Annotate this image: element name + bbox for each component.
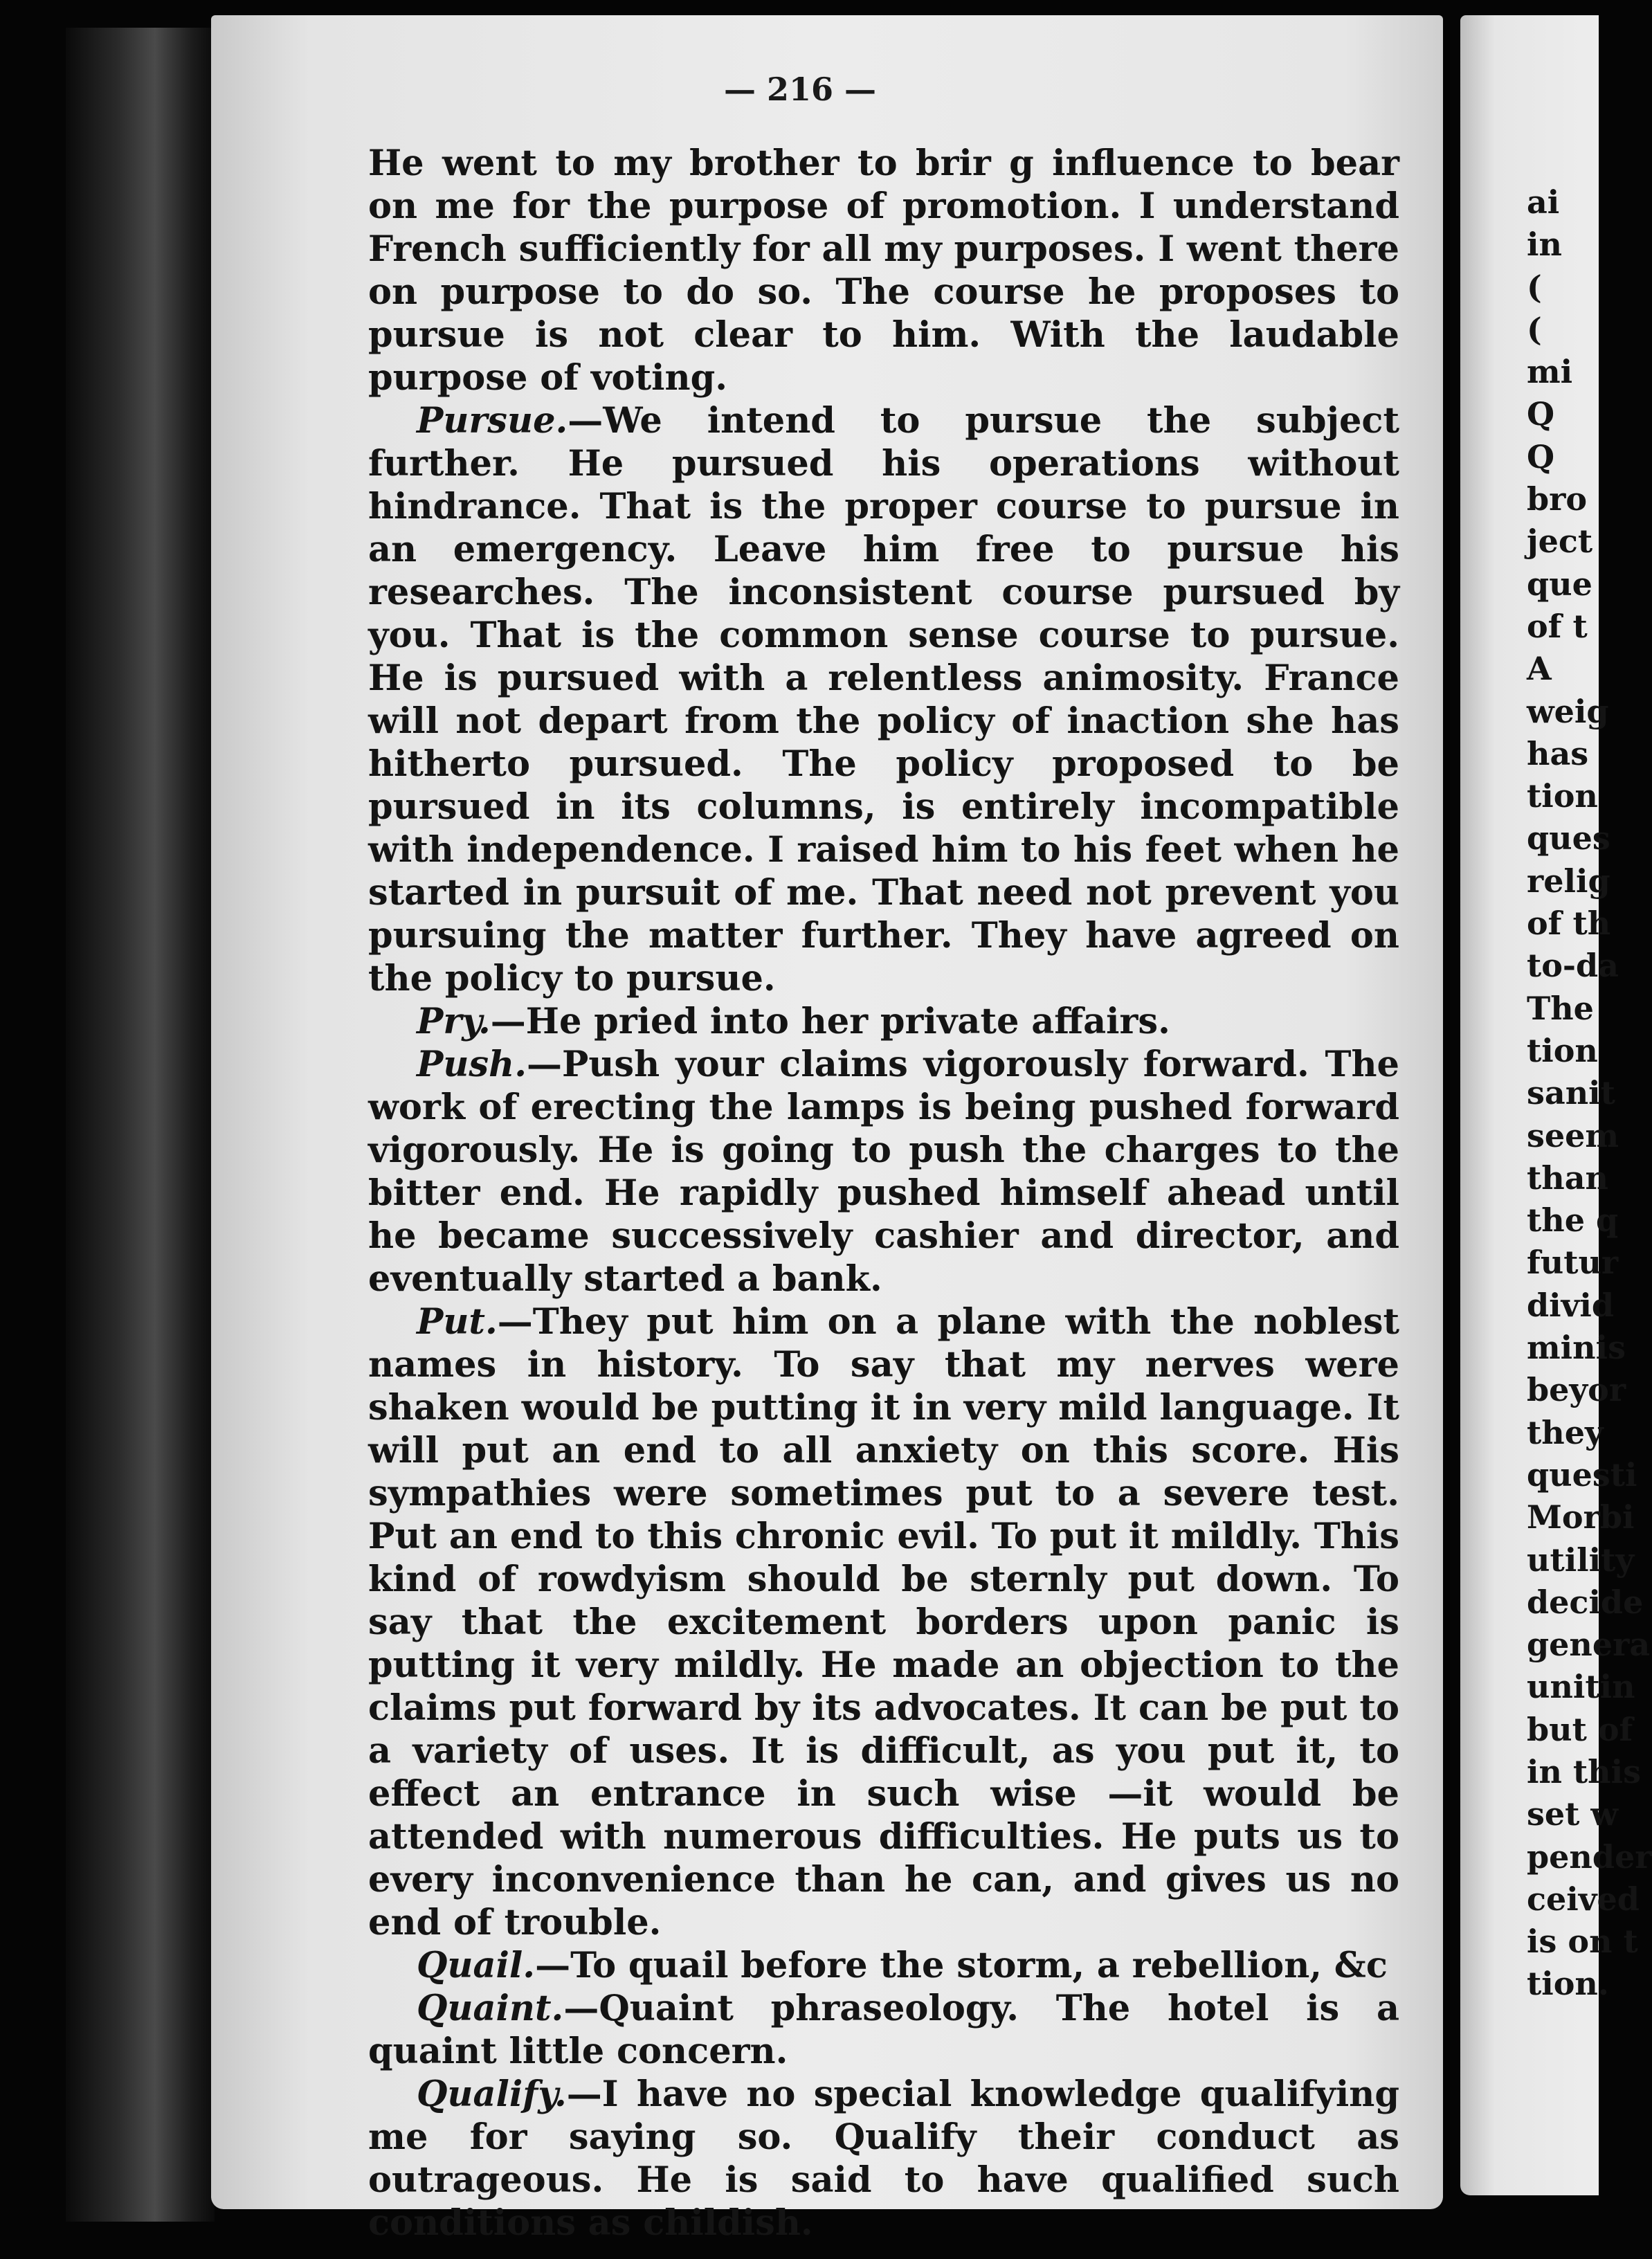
entry-put (368, 1300, 1399, 1944)
adjacent-page-line: ques (1527, 819, 1610, 858)
adjacent-page-line: ceived (1527, 1880, 1640, 1918)
headword: Put. (417, 1301, 498, 1343)
adjacent-page-line: A (1527, 650, 1552, 688)
entry-qualify (368, 2073, 1399, 2244)
entry-text: —Quaint phraseology. The hotel is a quaint little concern. (368, 1988, 1399, 2072)
adjacent-page-line: relig (1527, 862, 1610, 900)
adjacent-page-line: The (1527, 989, 1594, 1027)
headword: Quail. (417, 1945, 536, 1986)
adjacent-page-line: Q (1527, 437, 1555, 475)
adjacent-page-line: decide (1527, 1583, 1644, 1621)
page-number: — 216 — (723, 71, 877, 108)
adjacent-page-line: questi (1527, 1455, 1637, 1494)
headword: Quaint. (417, 1988, 564, 2029)
entry-text: —To quail before the storm, a rebellion, &c (535, 1945, 1388, 1986)
adjacent-page-line: of th (1527, 905, 1611, 943)
headword: Pursue. (417, 400, 568, 442)
adjacent-page-line: but of (1527, 1710, 1633, 1748)
paragraph-text: He went to my brother to brir g influence to bear on me for the purpose of promotion. I understand French sufficiently for all my purposes. I went there on purpose to do so. The course he proposes to pursue is not clear to him. With the laudable purpose of voting. (368, 143, 1399, 399)
adjacent-page-text (1527, 181, 1652, 2006)
adjacent-page-line: utility (1527, 1541, 1635, 1579)
adjacent-page-line: weig (1527, 692, 1609, 730)
adjacent-page-line: unitin (1527, 1668, 1635, 1706)
adjacent-page-line: que (1527, 565, 1592, 603)
book-spine (66, 28, 215, 2222)
adjacent-page-line: Morbi (1527, 1498, 1635, 1536)
adjacent-page-line: to-da (1527, 947, 1619, 985)
adjacent-page-line: mi (1527, 353, 1573, 391)
adjacent-page-line: has (1527, 734, 1589, 772)
headword: Qualify. (417, 2074, 567, 2115)
adjacent-page-line: tion (1527, 777, 1598, 815)
adjacent-page-line: tion (1527, 1031, 1598, 1069)
headword: Pry. (417, 1001, 491, 1042)
paragraph (368, 142, 1399, 399)
adjacent-page-line: in (1527, 226, 1562, 264)
adjacent-page-line: they (1527, 1413, 1604, 1451)
adjacent-page-line: set w (1527, 1795, 1619, 1833)
entry-push (368, 1043, 1399, 1300)
adjacent-page-line: than (1527, 1159, 1608, 1197)
adjacent-page-line: Q (1527, 395, 1555, 433)
adjacent-page-line: bro (1527, 480, 1588, 518)
page-text (368, 142, 1399, 2244)
adjacent-page-line: ject (1527, 523, 1593, 561)
adjacent-page-line: ( (1527, 310, 1542, 348)
adjacent-page-line: genera (1527, 1626, 1651, 1664)
adjacent-page-line: sanit (1527, 1074, 1615, 1112)
adjacent-page-line: seem (1527, 1116, 1619, 1154)
adjacent-page-line: ( (1527, 268, 1542, 306)
entry-text: —They put him on a plane with the noblest names in history. To say that my nerves were shaken would be putting it in very mild language. It will put an end to all anxiety on this score. His sympathies were sometimes put to a severe test. Put an end to this chronic evil. To put it mildly. This kind of rowdyism should be sternly put down. To say that the excitement borders upon panic is putting it very mildly. He made an objection to the claims put forward by its advocates. It can be put to a variety of uses. It is difficult, as you put it, to effect an entrance in such wise —it would be attended with numerous difficulties. He puts us to every inconvenience than he can, and gives us no end of trouble. (368, 1301, 1399, 1943)
adjacent-page-line: the q (1527, 1201, 1619, 1240)
adjacent-page-line: beyor (1527, 1371, 1626, 1409)
adjacent-page-line: futur (1527, 1244, 1619, 1282)
entry-pry (368, 1000, 1399, 1043)
entry-pursue (368, 399, 1399, 1000)
adjacent-page-line: in this (1527, 1752, 1641, 1790)
entry-text: —He pried into her private affairs. (490, 1001, 1170, 1042)
entry-quaint (368, 1987, 1399, 2073)
adjacent-page-line: divid (1527, 1286, 1615, 1324)
adjacent-page-line: ai (1527, 183, 1560, 221)
entry-text: —Push your claims vigorously forward. The work of erecting the lamps is being pushed forward vigorously. He is going to push the charges to the bitter end. He rapidly pushed himself ahead until he became successively cashier and director, and eventually started a bank. (368, 1044, 1399, 1300)
adjacent-page-line: minis (1527, 1329, 1626, 1367)
adjacent-page-line: of t (1527, 607, 1588, 645)
entry-text: —I have no special knowledge qualifying me for saying so. Qualify their conduct as outrageous. He is said to have qualified such conditions as childish. (368, 2074, 1399, 2244)
adjacent-page-line: tion. (1527, 1965, 1609, 2003)
adjacent-page-line: pender (1527, 1838, 1652, 1876)
entry-quail (368, 1944, 1399, 1987)
entry-text: —We intend to pursue the subject further. He pursued his operations without hindrance. That is the proper course to pursue in an emergency. Leave him free to pursue his researches. The inconsistent course pursued by you. That is the common sense course to pursue. He is pursued with a relentless animosity. France will not depart from the policy of inaction she has hitherto pursued. The policy proposed to be pursued in its columns, is entirely incompatible with independence. I raised him to his feet when he started in pursuit of me. That need not prevent you pursuing the matter further. They have agreed on the policy to pursue. (368, 400, 1399, 999)
adjacent-page-line: is on t (1527, 1923, 1638, 1961)
headword: Push. (417, 1044, 527, 1085)
